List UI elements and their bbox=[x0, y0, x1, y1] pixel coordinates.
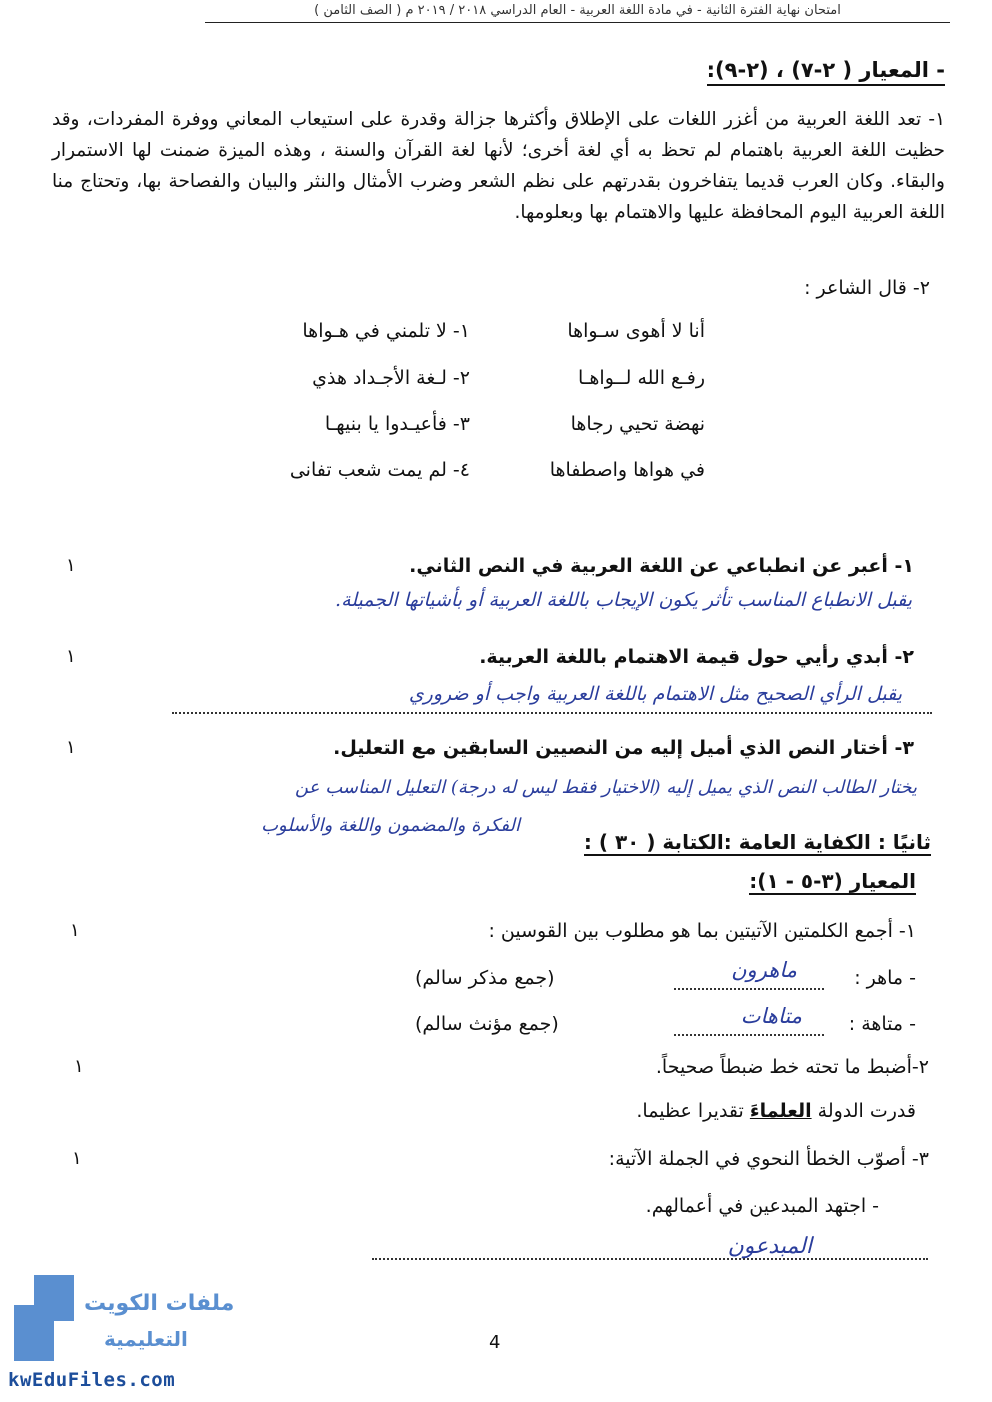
question-3-mark: ١ bbox=[66, 737, 76, 758]
poem-line-4-first: ٤- لم يمت شعب تفانى bbox=[289, 459, 470, 481]
logo-text-line-2: التعليمية bbox=[104, 1327, 188, 1351]
word-maher: - ماهر : bbox=[854, 967, 916, 989]
question-1-mark: ١ bbox=[66, 555, 76, 576]
word-maher-answer: ماهرون bbox=[731, 958, 797, 982]
error-sentence: - اجتهد المبدعين في أعمالهم. bbox=[645, 1195, 879, 1217]
section2-question-2-mark: ١ bbox=[74, 1056, 84, 1077]
section2-question-1: ١- أجمع الكلمتين الآتيتين بما هو مطلوب بين القوسين : bbox=[488, 920, 916, 942]
word-mataha: - متاهة : bbox=[848, 1013, 916, 1035]
word-maher-type: (جمع مذكر سالم) bbox=[415, 967, 555, 989]
site-logo bbox=[0, 1265, 250, 1402]
poem-intro: ٢- قال الشاعر : bbox=[804, 277, 930, 299]
word-mataha-answer: متاهات bbox=[740, 1004, 802, 1028]
logo-text-line-1: ملفات الكويت bbox=[84, 1291, 235, 1316]
section2-question-3: ٣- أصوّب الخطأ النحوي في الجملة الآتية: bbox=[608, 1148, 929, 1170]
question-2: ٢- أبدي رأيي حول قيمة الاهتمام باللغة العربية. bbox=[479, 646, 914, 668]
poem-line-2-second: رفـع الله لــواهـا bbox=[578, 367, 705, 389]
question-1: ١- أعبر عن انطباعي عن اللغة العربية في النص الثاني. bbox=[409, 555, 914, 577]
reading-passage: ١- تعد اللغة العربية من أغزر اللغات على الإطلاق وأكثرها جزالة وقدرة على استيعاب المعاني ووفرة المفردات، وقد حظيت اللغة العربية باهتمام لم تحظ به أي لغة أخرى؛ لأنها لغة القرآن والسنة ، وهذه الميزة ضمنت لها الاستمرار والبقاء. وكان العرب قديما يتفاخرون بقدرتهم على نظم الشعر وضرب الأمثال والنثر والبيان والفصاحة بها، وتحتاج منا اللغة العربية اليوم المحافظة عليها والاهتمام بها وبعلومها. bbox=[52, 109, 945, 223]
logo-url: kwEduFiles.com bbox=[8, 1369, 176, 1391]
question-3: ٣- أختار النص الذي أميل إليه من النصيين السابقين مع التعليل. bbox=[333, 737, 914, 759]
poem-line-2-first: ٢- لـغة الأجـداد هذي bbox=[312, 367, 470, 389]
diacritics-sentence bbox=[636, 1100, 916, 1122]
logo-icon bbox=[6, 1269, 86, 1365]
page-number: 4 bbox=[489, 1332, 501, 1353]
exam-header: امتحان نهاية الفترة الثانية - في مادة اللغة العربية - العام الدراسي ٢٠١٨ / ٢٠١٩ م ( الصف الثامن ) bbox=[205, 0, 950, 23]
criterion-2-heading: المعيار (٣-٥ - ١): bbox=[749, 869, 916, 893]
answer-line bbox=[172, 710, 932, 714]
poem-line-4-second: في هواها واصطفاها bbox=[549, 459, 705, 481]
section2-question-1-mark: ١ bbox=[70, 920, 80, 941]
question-1-answer: يقبل الانطباع المناسب تأثر يكون الإيجاب باللغة العربية أو بأشياتها الجميلة. bbox=[335, 589, 912, 611]
criterion-heading: - المعيار ( ٢-٧) ، (٢-٩): bbox=[707, 58, 945, 86]
sentence-end: تقديرا عظيما. bbox=[636, 1100, 744, 1122]
section-2-title: ثانيًا : الكفاية العامة :الكتابة ( ٣٠ ) : bbox=[583, 830, 931, 854]
section2-question-3-mark: ١ bbox=[72, 1148, 82, 1169]
word-mataha-type: (جمع مؤنث سالم) bbox=[415, 1013, 559, 1035]
underlined-word: العلماءَ bbox=[749, 1100, 812, 1122]
answer-line bbox=[372, 1258, 928, 1260]
answer-line bbox=[674, 1034, 824, 1036]
question-3-answer-continued: الفكرة والمضمون واللغة والأسلوب bbox=[261, 815, 520, 836]
poem-line-3-second: نهضة تحيي رجاها bbox=[570, 413, 705, 435]
poem-line-1-first: ١- لا تلمني في هـواها bbox=[302, 320, 470, 342]
section2-question-2: ٢-أضبط ما تحته خط ضبطاً صحيحاً. bbox=[655, 1056, 929, 1078]
answer-line bbox=[674, 988, 824, 990]
correction-answer: المبدعون bbox=[727, 1234, 812, 1259]
question-3-answer: يختار الطالب النص الذي يميل إليه (الاختيار فقط ليس له درجة) التعليل المناسب عن bbox=[295, 777, 917, 798]
poem-line-1-second: أنا لا أهوى سـواها bbox=[567, 320, 705, 342]
question-2-answer: يقبل الرأي الصحيح مثل الاهتمام باللغة العربية واجب أو ضروري bbox=[408, 683, 902, 705]
poem-line-3-first: ٣- فأعيـدوا يا بنيهـا bbox=[324, 413, 470, 435]
sentence-start: قدرت الدولة bbox=[817, 1100, 916, 1122]
question-2-mark: ١ bbox=[66, 646, 76, 667]
